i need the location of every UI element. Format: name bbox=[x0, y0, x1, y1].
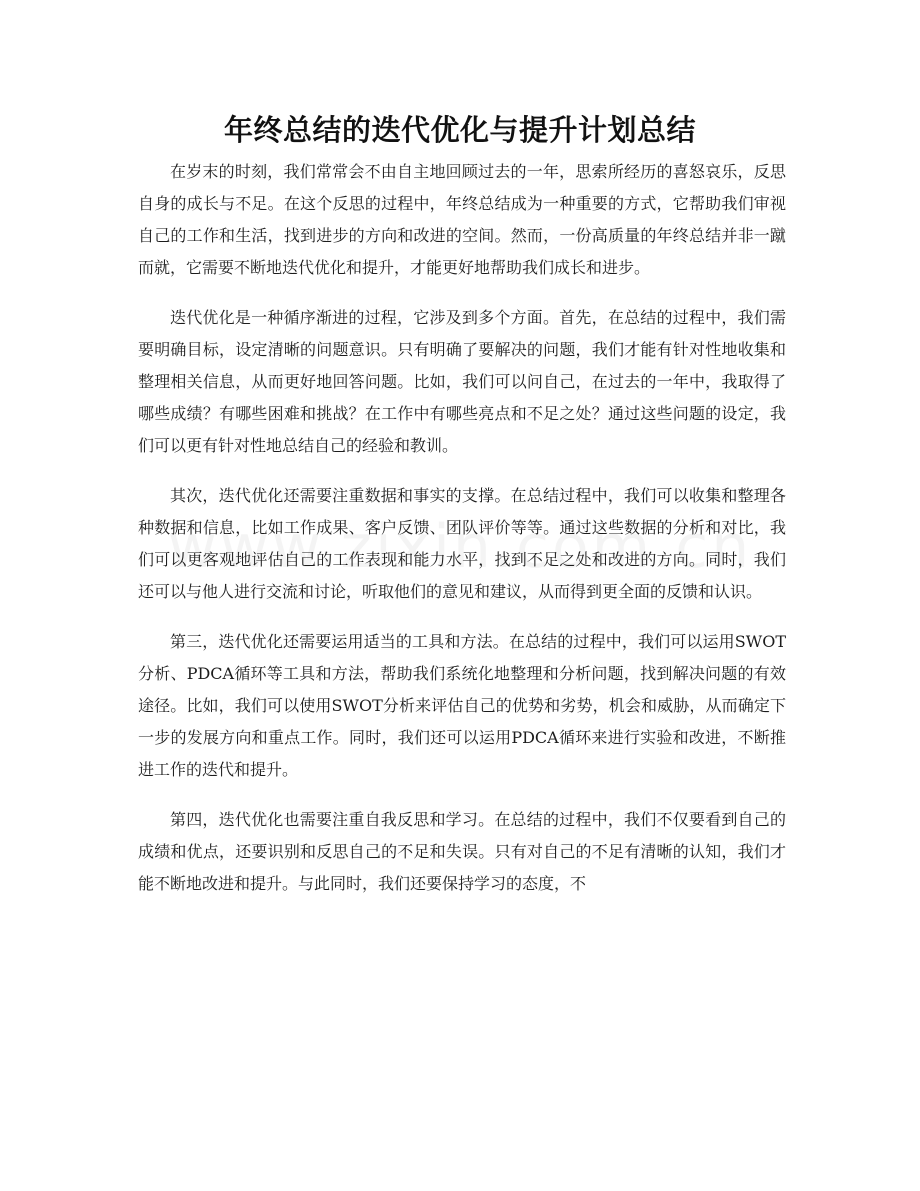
document-body bbox=[138, 156, 786, 918]
page-title: 年终总结的迭代优化与提升计划总结 bbox=[223, 113, 696, 147]
paragraph-5: 第四，迭代优化也需要注重自我反思和学习。在总结的过程中，我们不仅要看到自己的成绩和优点，还要识别和反思自己的不足和失误。只有对自己的不足有清晰的认知，我们才能不断地改进和提升。与此同时，我们还要保持学习的态度，不 bbox=[138, 810, 786, 893]
paragraph-4: 第三，迭代优化还需要运用适当的工具和方法。在总结的过程中，我们可以运用SWOT分析、PDCA循环等工具和方法，帮助我们系统化地整理和分析问题，找到解决问题的有效途径。比如，我们可以使用SWOT分析来评估自己的优势和劣势，机会和威胁，从而确定下一步的发展方向和重点工作。同时，我们还可以运用PDCA循环来进行实验和改进，不断推进工作的迭代和提升。 bbox=[138, 632, 786, 779]
paragraph-2: 迭代优化是一种循序渐进的过程，它涉及到多个方面。首先，在总结的过程中，我们需要明确目标，设定清晰的问题意识。只有明确了要解决的问题，我们才能有针对性地收集和整理相关信息，从而更好地回答问题。比如，我们可以问自己，在过去的一年中，我取得了哪些成绩？有哪些困难和挑战？在工作中有哪些亮点和不足之处？通过这些问题的设定，我们可以更有针对性地总结自己的经验和教训。 bbox=[138, 308, 786, 455]
paragraph-3: 其次，迭代优化还需要注重数据和事实的支撑。在总结过程中，我们可以收集和整理各种数据和信息，比如工作成果、客户反馈、团队评价等等。通过这些数据的分析和对比，我们可以更客观地评估自己的工作表现和能力水平，找到不足之处和改进的方向。同时，我们还可以与他人进行交流和讨论，听取他们的意见和建议，从而得到更全面的反馈和认识。 bbox=[138, 486, 786, 601]
paragraph-1: 在岁末的时刻，我们常常会不由自主地回顾过去的一年，思索所经历的喜怒哀乐，反思自身的成长与不足。在这个反思的过程中，年终总结成为一种重要的方式，它帮助我们审视自己的工作和生活，找到进步的方向和改进的空间。然而，一份高质量的年终总结并非一蹴而就，它需要不断地迭代优化和提升，才能更好地帮助我们成长和进步。 bbox=[138, 162, 786, 277]
